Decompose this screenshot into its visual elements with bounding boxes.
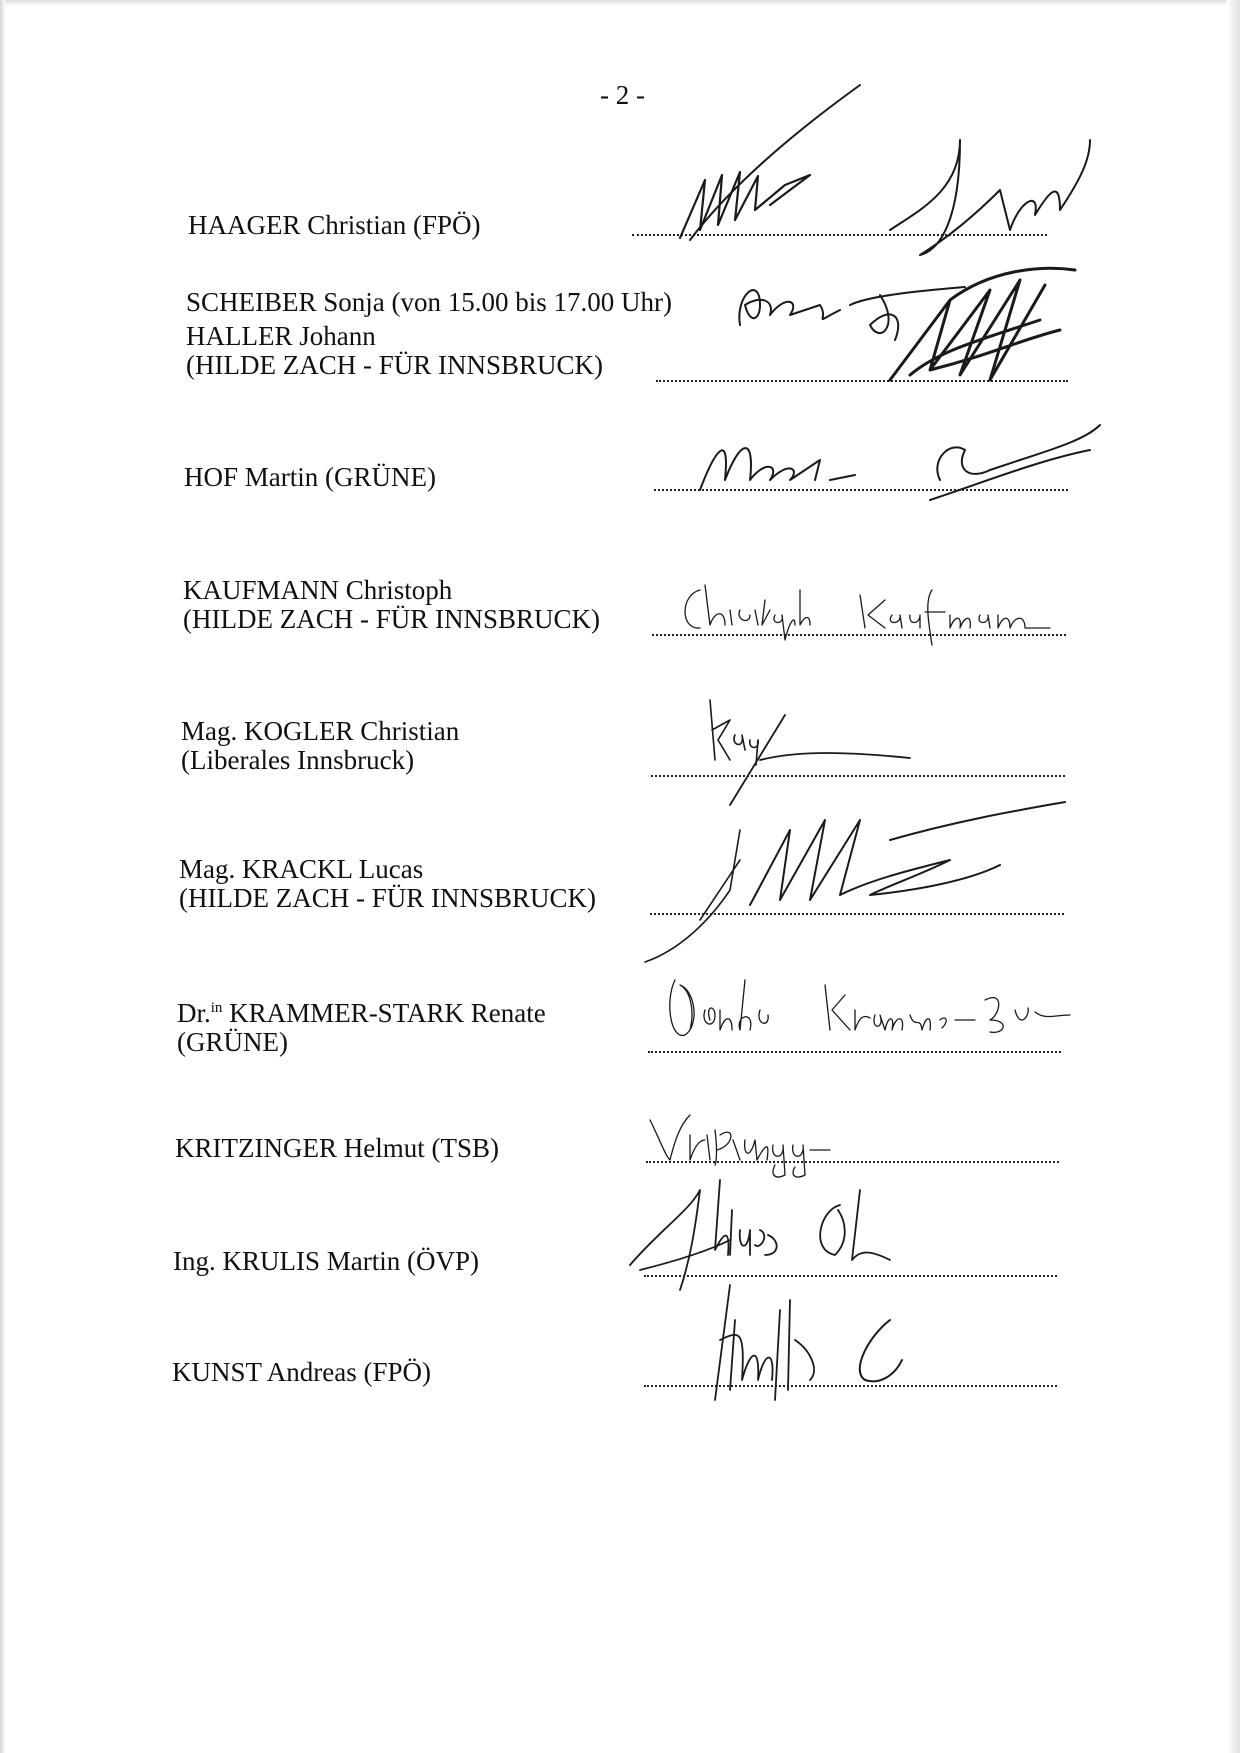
signatory-line: (HILDE ZACH - FÜR INNSBRUCK) [186, 350, 603, 380]
signatory-line: Mag. KOGLER Christian [181, 716, 460, 746]
signatory-line: KRITZINGER Helmut (TSB) [175, 1133, 499, 1163]
signatory-line: HALLER Johann [186, 321, 376, 351]
signatory-line: Mag. KRACKL Lucas [179, 854, 424, 884]
signature-icon [660, 80, 1100, 280]
signatory-name [175, 1134, 499, 1163]
scan-edge-right [1226, 0, 1240, 1753]
title-prefix: Dr. [177, 998, 211, 1028]
signature-icon [690, 420, 1110, 510]
signature-icon [690, 1280, 930, 1410]
signatory-line: HAAGER Christian (FPÖ) [188, 210, 481, 240]
signatory-line: (Liberales Innsbruck) [181, 745, 415, 775]
signatory-line: SCHEIBER Sonja (von 15.00 bis 17.00 Uhr) [186, 287, 672, 317]
page-number: - 2 - [600, 80, 645, 110]
signatory-name [184, 463, 436, 492]
signatory-name [183, 576, 600, 634]
signatory-line: (HILDE ZACH - FÜR INNSBRUCK) [179, 883, 596, 913]
signature-icon [700, 690, 920, 810]
signature-icon [640, 800, 1070, 970]
scan-edge-top [0, 0, 1240, 6]
signature-icon [660, 960, 1080, 1050]
signatory-line: KRAMMER-STARK Renate [222, 998, 546, 1028]
signatory-name [188, 211, 481, 240]
signatory-line: HOF Martin (GRÜNE) [184, 462, 436, 492]
signatory-name [173, 1247, 479, 1276]
signatory-line: (HILDE ZACH - FÜR INNSBRUCK) [183, 604, 600, 634]
signatory-name [186, 322, 603, 380]
signatory-name [172, 1358, 431, 1387]
signatory-line: KUNST Andreas (FPÖ) [172, 1357, 432, 1387]
signatory-line: (GRÜNE) [177, 1027, 288, 1057]
title-superscript: in [210, 1000, 223, 1016]
signatory-name [177, 994, 546, 1057]
signatory-line: KAUFMANN Christoph [183, 575, 453, 605]
signature-line [648, 1051, 1061, 1053]
scan-edge-left [0, 0, 6, 1753]
signatory-name [186, 288, 672, 317]
signature-icon [870, 260, 1090, 400]
signatory-name [181, 717, 459, 775]
signatory-line: Ing. KRULIS Martin (ÖVP) [173, 1246, 479, 1276]
signatory-name [179, 855, 596, 913]
signature-icon [670, 570, 1070, 650]
